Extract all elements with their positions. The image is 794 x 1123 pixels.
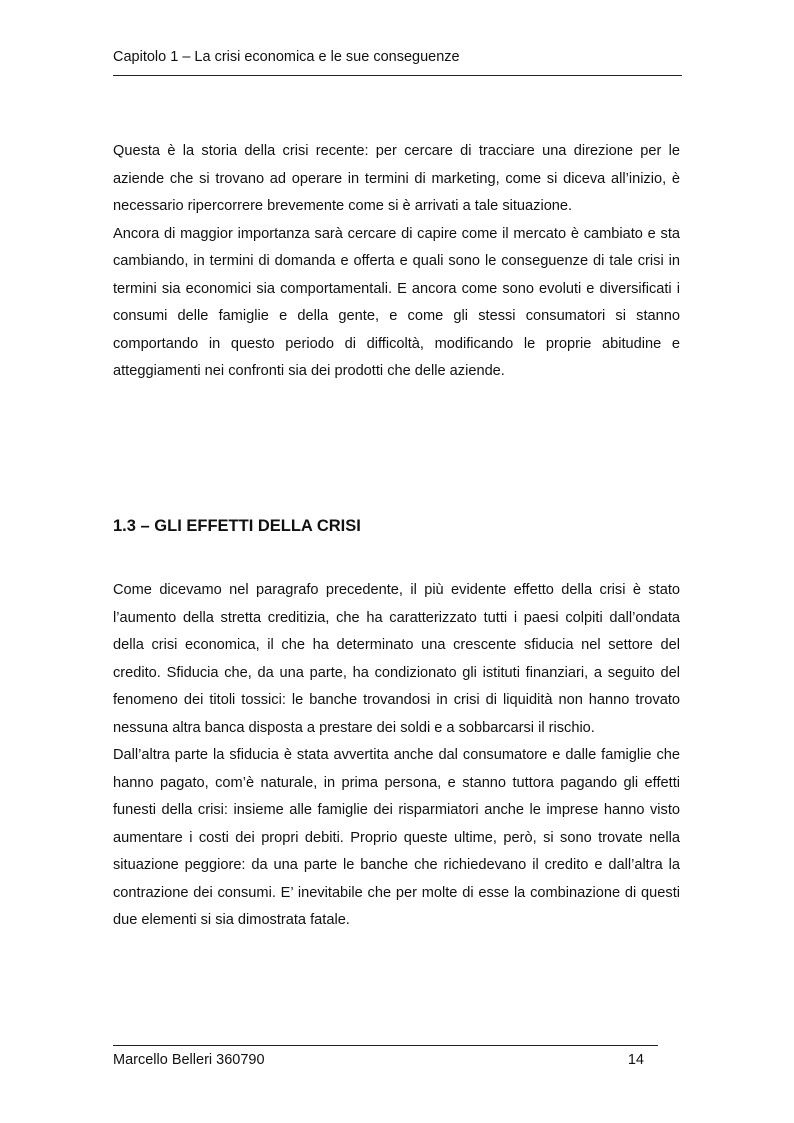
- page-number: 14: [627, 1052, 644, 1068]
- paragraph: Dall’altra parte la sfiducia è stata avvertita anche dal consumatore e dalle famiglie che hanno pagato, com’è naturale, in prima persona, e stanno tuttora pagando gli effetti funesti della crisi: insieme alle famiglie dei risparmiatori anche le imprese hanno visto aumentare i costi dei propri debiti. Proprio queste ultime, però, si sono trovate nella situazione peggiore: da una parte le banche che richiedevano il credito e dall’altra la contrazione dei consumi. E’ inevitabile che per molte di esse la combinazione di questi due elementi si sia dimostrata fatale.: [113, 747, 680, 928]
- page-footer: [113, 1045, 658, 1070]
- paragraph: Ancora di maggior importanza sarà cercare di capire come il mercato è cambiato e sta cambiando, in termini di domanda e offerta e quali sono le conseguenze di tale crisi in termini sia economici sia comportamentali. E ancora come sono evoluti e diversificati i consumi delle famiglie e della gente, e come gli stessi consumatori si stanno comportando in questo periodo di difficoltà, modificando le proprie abitudine e atteggiamenti nei confronti sia dei prodotti che delle aziende.: [113, 225, 680, 379]
- paragraph: Questa è la storia della crisi recente: per cercare di tracciare una direzione per le aziende che si trovano ad operare in termini di marketing, come si diceva all’inizio, è necessario ripercorrere brevemente come si è arrivati a tale situazione.: [113, 143, 680, 214]
- paragraph: Come dicevamo nel paragrafo precedente, il più evidente effetto della crisi è stato l’aumento della stretta creditizia, che ha caratterizzato tutti i paesi colpiti dall’ondata della crisi economica, il che ha determinato una crescente sfiducia nel settore del credito. Sfiducia che, da una parte, ha condizionato gli istituti finanziari, a seguito del fenomeno dei titoli tossici: le banche trovandosi in crisi di liquidità non hanno trovato nessuna altra banca disposta a prestare dei soldi e a sobbarcarsi il rischio.: [113, 582, 680, 736]
- section-heading: 1.3 – GLI EFFETTI DELLA CRISI: [113, 517, 361, 535]
- section-text-block: [113, 577, 680, 935]
- footer-author: Marcello Belleri 360790: [113, 1052, 265, 1068]
- intro-text-block: [113, 138, 680, 386]
- running-header: [113, 47, 682, 76]
- chapter-title: Capitolo 1 – La crisi economica e le sue conseguenze: [113, 49, 460, 65]
